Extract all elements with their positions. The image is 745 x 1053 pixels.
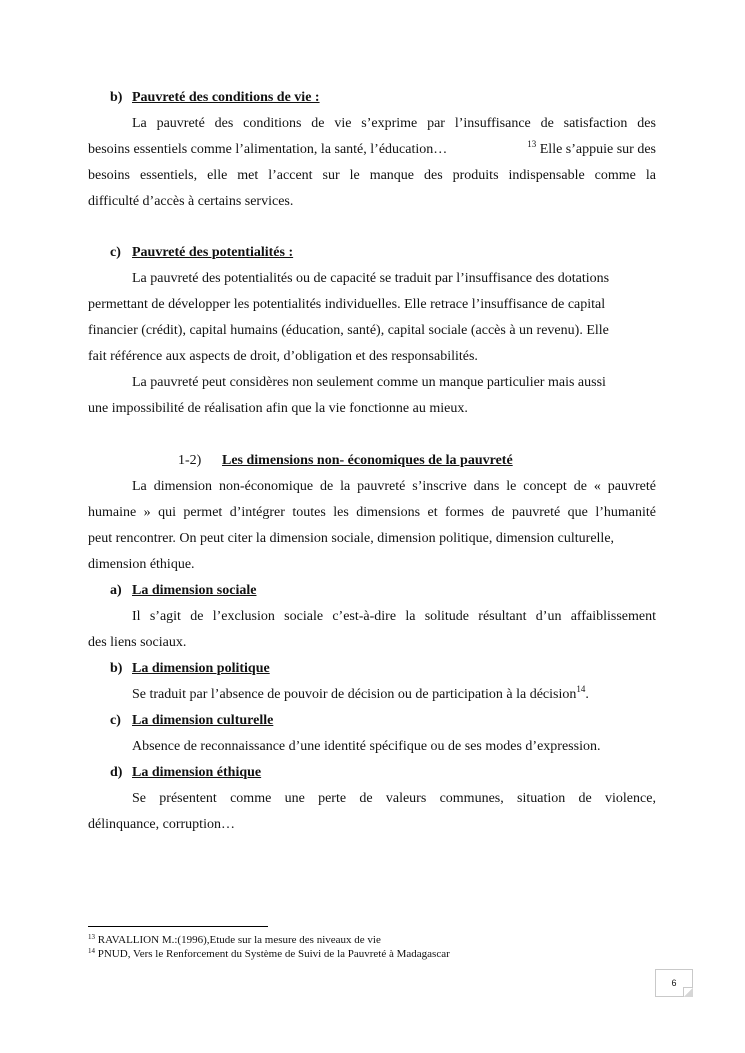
paragraph-line: La pauvreté peut considères non seulement comme un manque particulier mais aussi	[132, 375, 606, 390]
paragraph-line: Se présentent comme une perte de valeurs communes, situation de violence,	[132, 791, 656, 806]
heading-dimension-ethique: d) La dimension éthique	[110, 765, 262, 780]
paragraph-line: Absence de reconnaissance d’une identité spécifique ou de ses modes d’expression.	[132, 739, 601, 754]
paragraph-line: Se traduit par l’absence de pouvoir de décision ou de participation à la décision$^{14}$.	[132, 684, 589, 702]
paragraph-line: humaine » qui permet d’intégrer toutes les dimensions et formes de pauvreté que l’humanité	[88, 505, 656, 520]
paragraph-line: une impossibilité de réalisation afin que la vie fonctionne au mieux.	[88, 401, 468, 416]
paragraph-line: besoins essentiels, elle met l’accent sur le manque des produits indispensable comme la	[88, 168, 656, 183]
paragraph-line: besoins essentiels comme l’alimentation, la santé, l’éducation… $^{13}$ Elle s’appuie sur des	[88, 139, 656, 157]
paragraph-line: La dimension non-économique de la pauvreté s’inscrive dans le concept de « pauvreté	[132, 479, 656, 494]
page-number: 6	[655, 969, 693, 997]
footnote-13: $^{13}$ RAVALLION M.:(1996),Etude sur la mesure des niveaux de vie	[88, 933, 381, 946]
paragraph-line: Il s’agit de l’exclusion sociale c’est-à-dire la solitude résultant d’un affaiblissement	[132, 609, 656, 624]
heading-dimension-politique: b) La dimension politique	[110, 661, 270, 676]
paragraph-line: peut rencontrer. On peut citer la dimension sociale, dimension politique, dimension culturelle,	[88, 531, 615, 546]
heading-conditions-de-vie: b) Pauvreté des conditions de vie :	[110, 90, 320, 105]
paragraph-line: délinquance, corruption…	[88, 817, 235, 832]
paragraph-line: permettant de développer les potentialités individuelles. Elle retrace l’insuffisance de capital	[88, 297, 606, 312]
paragraph-line: fait référence aux aspects de droit, d’obligation et des responsabilités.	[88, 349, 478, 364]
footnote-ref-14[interactable]: 14	[576, 684, 586, 694]
heading-dimensions-non-economiques: 1-2) Les dimensions non- économiques de la pauvreté	[178, 453, 513, 468]
paragraph-line: La pauvreté des potentialités ou de capacité se traduit par l’insuffisance des dotations	[132, 271, 610, 286]
heading-dimension-sociale: a) La dimension sociale	[110, 583, 257, 598]
paragraph-line: dimension éthique.	[88, 557, 195, 572]
footnote-14: $^{14}$ PNUD, Vers le Renforcement du Système de Suivi de la Pauvreté à Madagascar	[88, 947, 450, 960]
paragraph-line: des liens sociaux.	[88, 635, 187, 650]
paragraph-line: La pauvreté des conditions de vie s’exprime par l’insuffisance de satisfaction des	[132, 116, 656, 131]
heading-potentialites: c) Pauvreté des potentialités :	[110, 245, 294, 260]
footnote-separator	[88, 926, 268, 927]
page-curl-icon	[683, 987, 693, 997]
heading-dimension-culturelle: c) La dimension culturelle	[110, 713, 274, 728]
footnote-ref-13[interactable]: $^{13}$ Elle s’appuie sur des	[527, 139, 656, 157]
paragraph-line: difficulté d’accès à certains services.	[88, 194, 294, 209]
paragraph-line: financier (crédit), capital humains (éducation, santé), capital sociale (accès à un revenu). Elle	[88, 323, 609, 338]
